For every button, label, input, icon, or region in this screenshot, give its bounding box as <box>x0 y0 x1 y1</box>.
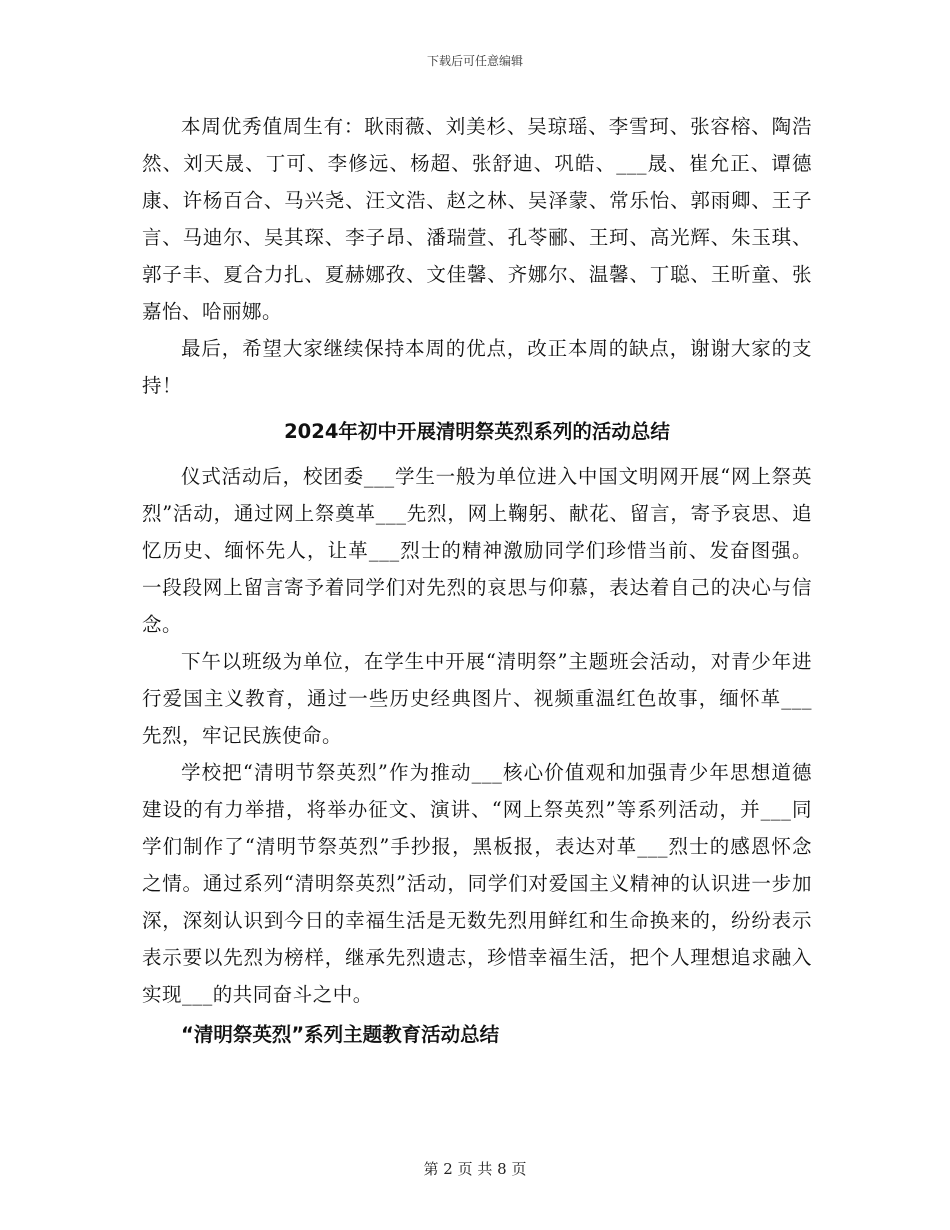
paragraph-school-activities: 学校把“清明节祭英烈”作为推动___核心价值观和加强青少年思想道德建设的有力举措，将举办征文、演讲、“网上祭英烈”等系列活动，并___同学们制作了“清明节祭英烈”手抄报，黑板报，表达对革___烈士的感恩怀念之情。通过系列“清明祭英烈”活动，同学们对爱国主义精神的认识进一步加深，深刻认识到今日的幸福生活是无数先烈用鲜红和生命换来的，纷纷表示表示要以先烈为榜样，继承先烈遗志，珍惜幸福生活，把个人理想追求融入实现___的共同奋斗之中。 <box>142 761 812 1006</box>
page-header: 下载后可任意编辑 <box>426 54 523 68</box>
page-number: 第 2 页 共 8 页 <box>423 1160 527 1178</box>
paragraph-honor-list: 本周优秀值周生有：耿雨薇、刘美杉、吴琼瑶、李雪珂、张容榕、陶浩然、刘天晟、丁可、李修远、杨超、张舒迪、巩皓、___晟、崔允正、谭德康、许杨百合、马兴尧、汪文浩、赵之林、吴泽蒙、常乐怡、郭雨卿、王子言、马迪尔、吴其琛、李子昂、潘瑞萱、孔苓郦、王珂、高光辉、朱玉琪、郭子丰、夏合力扎、夏赫娜孜、文佳馨、齐娜尔、温馨、丁聪、王昕童、张嘉怡、哈丽娜。 <box>142 115 812 323</box>
paragraph-online-memorial: 仪式活动后，校团委___学生一般为单位进入中国文明网开展“网上祭英烈”活动，通过网上祭奠革___先烈，网上鞠躬、献花、留言，寄予哀思、追忆历史、缅怀先人，让革___烈士的精神激励同学们珍惜当前、发奋图强。一段段网上留言寄予着同学们对先烈的哀思与仰慕，表达着自己的决心与信念。 <box>142 465 812 636</box>
paragraph-class-meeting: 下午以班级为单位，在学生中开展“清明祭”主题班会活动，对青少年进行爱国主义教育，通过一些历史经典图片、视频重温红色故事，缅怀革___先烈，牢记民族使命。 <box>142 650 812 747</box>
sub-section-title: “清明祭英烈”系列主题教育活动总结 <box>181 1023 500 1046</box>
document-body <box>142 108 812 1053</box>
paragraph-closing: 最后，希望大家继续保持本周的优点，改正本周的缺点，谢谢大家的支持！ <box>142 337 812 397</box>
section-title: 2024年初中开展清明祭英烈系列的活动总结 <box>284 420 670 443</box>
